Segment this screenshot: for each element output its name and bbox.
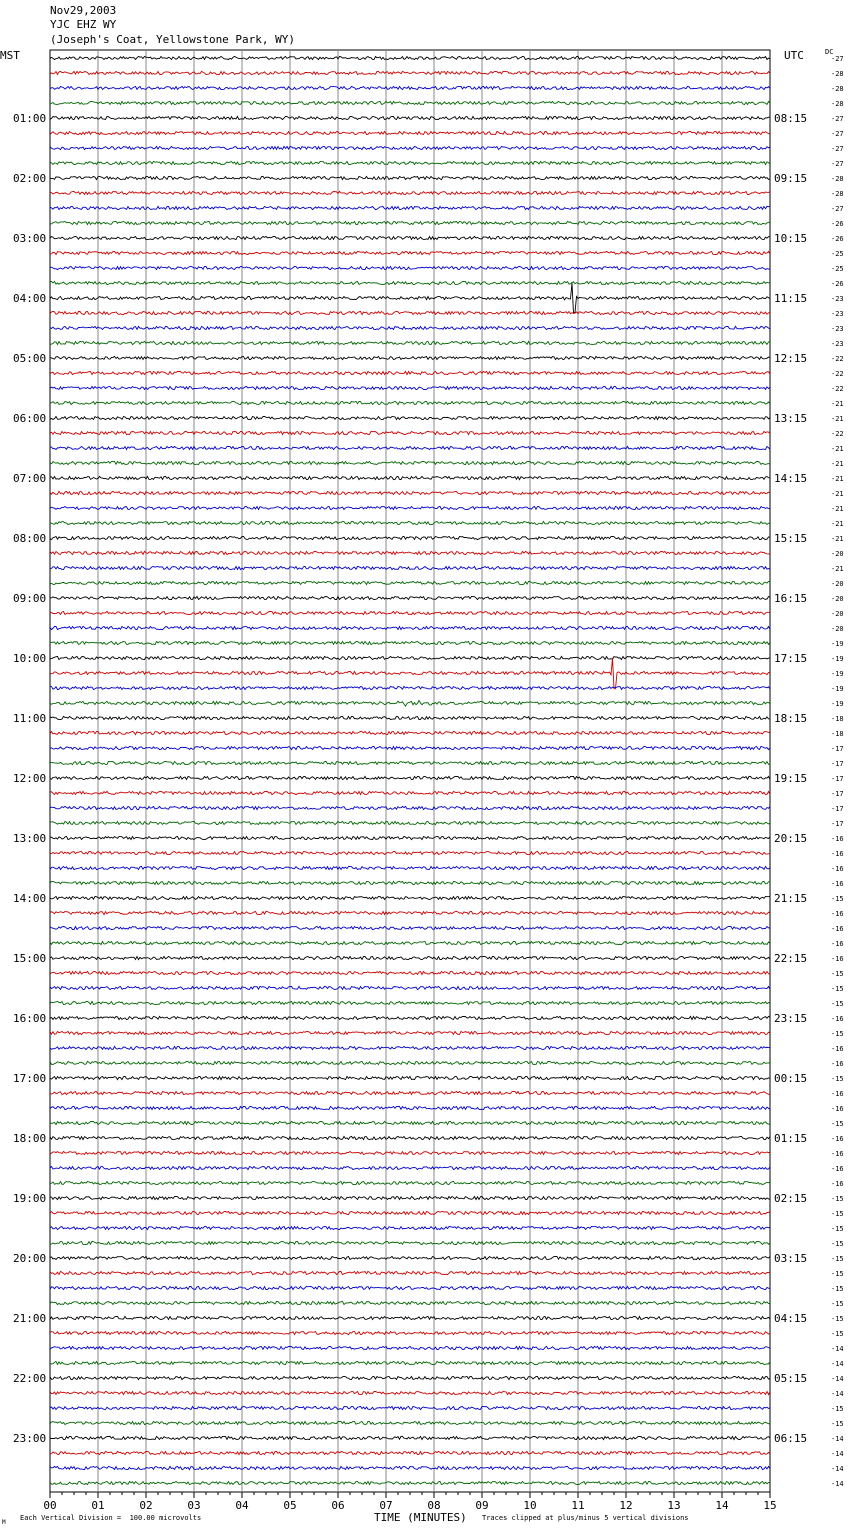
dc-offset-label: -22 [831, 430, 844, 438]
dc-offset-label: -15 [831, 1315, 844, 1323]
left-hour-label: 20:00 [13, 1252, 47, 1265]
dc-offset-label: -18 [831, 715, 844, 723]
trace-row [50, 1151, 770, 1154]
corner-mark: M [2, 1519, 6, 1526]
left-hour-label: 17:00 [13, 1072, 47, 1085]
dc-offset-label: -16 [831, 925, 844, 933]
left-hour-label: 03:00 [13, 232, 47, 245]
trace-row [50, 1256, 770, 1259]
x-tick-label: 11 [571, 1499, 585, 1512]
dc-offset-label: -16 [831, 910, 844, 918]
right-hour-label: 00:15 [774, 1072, 808, 1085]
x-tick-label: 14 [715, 1499, 729, 1512]
dc-offset-label: -15 [831, 1225, 844, 1233]
right-hour-label: 04:15 [774, 1312, 808, 1325]
trace-row [50, 431, 770, 434]
right-hour-label: 13:15 [774, 412, 808, 425]
right-hour-label: 06:15 [774, 1432, 808, 1445]
right-timezone-label: UTC [784, 49, 804, 62]
dc-offset-label: -16 [831, 865, 844, 873]
left-hour-label: 21:00 [13, 1312, 47, 1325]
dc-offset-label: -15 [831, 1210, 844, 1218]
dc-offset-label: -23 [831, 340, 844, 348]
x-tick-label: 00 [43, 1499, 57, 1512]
trace-row [50, 1361, 770, 1364]
dc-offset-label: -17 [831, 790, 844, 798]
trace-row [50, 1181, 770, 1184]
left-hour-label: 18:00 [13, 1132, 47, 1145]
right-hour-label: 08:15 [774, 112, 808, 125]
dc-offset-label: -17 [831, 805, 844, 813]
dc-offset-label: -27 [831, 55, 844, 63]
station-code: YJC EHZ WY [50, 18, 117, 31]
dc-offset-label: -25 [831, 265, 844, 273]
trace-row [50, 266, 770, 269]
trace-row [50, 1286, 770, 1289]
trace-row [50, 821, 770, 824]
trace-row [50, 1136, 770, 1139]
trace-row [50, 101, 770, 104]
x-axis-label: TIME (MINUTES) [374, 1511, 467, 1524]
trace-row [50, 161, 770, 164]
trace-row [50, 700, 770, 706]
dc-offset-label: -27 [831, 205, 844, 213]
trace-row [50, 71, 770, 74]
dc-offset-label: -26 [831, 280, 844, 288]
trace-row [50, 896, 770, 899]
dc-offset-label: -15 [831, 1405, 844, 1413]
left-hour-label: 11:00 [13, 712, 47, 725]
trace-row [50, 1031, 770, 1034]
trace-row [50, 1406, 770, 1409]
left-hour-label: 06:00 [13, 412, 47, 425]
dc-offset-label: -19 [831, 655, 844, 663]
dc-offset-label: -15 [831, 970, 844, 978]
right-hour-label: 05:15 [774, 1372, 808, 1385]
dc-offset-label: -26 [831, 220, 844, 228]
station-date: Nov29,2003 [50, 4, 117, 17]
dc-offset-label: -15 [831, 1075, 844, 1083]
trace-row [50, 971, 770, 974]
left-hour-label: 08:00 [13, 532, 47, 545]
left-hour-label: 19:00 [13, 1192, 47, 1205]
dc-offset-label: -17 [831, 820, 844, 828]
x-tick-label: 07 [379, 1499, 393, 1512]
dc-offset-label: -14 [831, 1390, 844, 1398]
dc-offset-label: -16 [831, 1015, 844, 1023]
dc-offset-label: -19 [831, 640, 844, 648]
dc-offset-label: -20 [831, 625, 844, 633]
trace-row [50, 1046, 770, 1049]
x-tick-label: 01 [91, 1499, 105, 1512]
x-tick-label: 09 [475, 1499, 489, 1512]
dc-offset-label: -16 [831, 1180, 844, 1188]
x-tick-label: 15 [763, 1499, 777, 1512]
dc-offset-label: -14 [831, 1375, 844, 1383]
dc-offset-label: -15 [831, 1255, 844, 1263]
trace-row [50, 191, 770, 194]
x-tick-label: 03 [187, 1499, 201, 1512]
right-hour-label: 11:15 [774, 292, 808, 305]
x-tick-label: 04 [235, 1499, 249, 1512]
right-hour-label: 10:15 [774, 232, 808, 245]
trace-row [50, 1121, 770, 1124]
trace-row [50, 1226, 770, 1229]
trace-row [50, 356, 770, 359]
dc-offset-label: -22 [831, 385, 844, 393]
dc-offset-label: -15 [831, 985, 844, 993]
x-tick-label: 06 [331, 1499, 345, 1512]
dc-offset-label: -21 [831, 490, 844, 498]
dc-offset-label: -16 [831, 1105, 844, 1113]
left-hour-label: 15:00 [13, 952, 47, 965]
dc-offset-label: -15 [831, 1120, 844, 1128]
dc-offset-label: -21 [831, 445, 844, 453]
dc-offset-label: -16 [831, 1165, 844, 1173]
trace-row [50, 806, 770, 809]
trace-row [50, 1166, 770, 1169]
dc-offset-label: -23 [831, 310, 844, 318]
dc-offset-label: -14 [831, 1345, 844, 1353]
dc-offset-label: -21 [831, 400, 844, 408]
trace-row [50, 761, 770, 764]
dc-offset-label: -28 [831, 100, 844, 108]
right-hour-label: 15:15 [774, 532, 808, 545]
right-hour-label: 23:15 [774, 1012, 808, 1025]
dc-offset-label: -16 [831, 1060, 844, 1068]
trace-row [50, 86, 770, 89]
dc-offset-label: -16 [831, 940, 844, 948]
x-tick-label: 13 [667, 1499, 681, 1512]
x-tick-label: 12 [619, 1499, 633, 1512]
trace-row [50, 866, 770, 869]
dc-offset-label: -15 [831, 895, 844, 903]
left-hour-label: 04:00 [13, 292, 47, 305]
trace-row [50, 461, 770, 464]
clip-note: Traces clipped at plus/minus 5 vertical divisions [482, 1514, 689, 1522]
dc-offset-label: -21 [831, 415, 844, 423]
dc-offset-label: -21 [831, 520, 844, 528]
trace-row [50, 116, 770, 119]
trace-row [50, 1451, 770, 1454]
left-hour-label: 13:00 [13, 832, 47, 845]
trace-row [50, 1346, 770, 1349]
trace-row [50, 656, 770, 659]
trace-row [50, 206, 770, 209]
left-hour-label: 01:00 [13, 112, 47, 125]
dc-offset-label: -15 [831, 1030, 844, 1038]
dc-offset-label: -15 [831, 1285, 844, 1293]
left-hour-label: 05:00 [13, 352, 47, 365]
dc-offset-label: -14 [831, 1450, 844, 1458]
dc-offset-label: -16 [831, 1090, 844, 1098]
right-hour-label: 17:15 [774, 652, 808, 665]
trace-row [50, 641, 770, 644]
trace-row [50, 1481, 770, 1484]
trace-row [50, 506, 770, 509]
trace-row [50, 956, 770, 959]
dc-offset-label: -16 [831, 1045, 844, 1053]
left-hour-label: 02:00 [13, 172, 47, 185]
dc-offset-label: -16 [831, 835, 844, 843]
dc-offset-label: -23 [831, 295, 844, 303]
trace-row [50, 941, 770, 944]
trace-row [50, 176, 770, 179]
dc-offset-label: -16 [831, 850, 844, 858]
trace-row [50, 1016, 770, 1019]
trace-row [50, 716, 770, 719]
dc-offset-label: -27 [831, 130, 844, 138]
trace-row [50, 551, 770, 554]
trace-row [50, 1241, 770, 1244]
trace-row [50, 446, 770, 449]
dc-offset-label: -15 [831, 1420, 844, 1428]
trace-row [50, 1331, 770, 1334]
dc-offset-header: DC [825, 48, 834, 56]
dc-offset-label: -28 [831, 175, 844, 183]
trace-row [50, 596, 770, 599]
dc-offset-label: -22 [831, 355, 844, 363]
dc-offset-label: -14 [831, 1465, 844, 1473]
dc-offset-label: -20 [831, 550, 844, 558]
dc-offset-label: -17 [831, 760, 844, 768]
station-location: (Joseph's Coat, Yellowstone Park, WY) [50, 33, 296, 46]
x-tick-label: 02 [139, 1499, 153, 1512]
trace-row [50, 536, 770, 539]
dc-offset-label: -22 [831, 370, 844, 378]
trace-row [50, 1106, 770, 1109]
trace-row [50, 221, 770, 224]
left-hour-label: 09:00 [13, 592, 47, 605]
trace-row [50, 1436, 770, 1439]
right-hour-label: 01:15 [774, 1132, 808, 1145]
dc-offset-label: -27 [831, 160, 844, 168]
dc-offset-label: -16 [831, 1150, 844, 1158]
trace-row [50, 521, 770, 524]
dc-offset-label: -17 [831, 775, 844, 783]
trace-row [50, 1421, 770, 1424]
trace-row [50, 1466, 770, 1469]
x-tick-label: 08 [427, 1499, 441, 1512]
trace-row [50, 1076, 770, 1079]
dc-offset-label: -19 [831, 685, 844, 693]
right-hour-label: 12:15 [774, 352, 808, 365]
trace-row [50, 281, 770, 284]
trace-row [50, 566, 770, 569]
dc-offset-label: -20 [831, 580, 844, 588]
trace-row [50, 311, 770, 314]
trace-row [50, 776, 770, 779]
x-tick-label: 10 [523, 1499, 537, 1512]
right-hour-label: 03:15 [774, 1252, 808, 1265]
dc-offset-label: -15 [831, 1195, 844, 1203]
dc-offset-label: -19 [831, 700, 844, 708]
trace-row [50, 1376, 770, 1379]
trace-row [50, 581, 770, 584]
left-hour-label: 14:00 [13, 892, 47, 905]
dc-offset-label: -14 [831, 1435, 844, 1443]
right-hour-label: 02:15 [774, 1192, 808, 1205]
dc-offset-label: -19 [831, 670, 844, 678]
scale-note: Each Vertical Division = 100.00 microvolts [20, 1514, 202, 1522]
trace-row [50, 658, 770, 689]
dc-offset-label: -21 [831, 475, 844, 483]
left-hour-label: 12:00 [13, 772, 47, 785]
left-hour-label: 23:00 [13, 1432, 47, 1445]
trace-row [50, 746, 770, 749]
time-axis [43, 1492, 776, 1512]
left-hour-label: 16:00 [13, 1012, 47, 1025]
trace-row [50, 283, 770, 313]
right-hour-label: 14:15 [774, 472, 808, 485]
trace-row [50, 926, 770, 929]
dc-offset-label: -17 [831, 745, 844, 753]
trace-row [50, 401, 770, 404]
dc-offset-label: -15 [831, 1000, 844, 1008]
trace-row [50, 1391, 770, 1394]
seismic-traces [50, 56, 770, 1484]
trace-row [50, 881, 770, 884]
trace-row [50, 371, 770, 374]
dc-offset-label: -27 [831, 115, 844, 123]
trace-row [50, 1271, 770, 1274]
trace-row [50, 1091, 770, 1094]
trace-row [50, 236, 770, 239]
dc-offset-label: -27 [831, 145, 844, 153]
dc-offset-label: -16 [831, 880, 844, 888]
dc-offset-label: -18 [831, 730, 844, 738]
trace-row [50, 686, 770, 689]
dc-offset-label: -15 [831, 1270, 844, 1278]
trace-row [50, 326, 770, 329]
dc-offset-label: -28 [831, 190, 844, 198]
right-hour-label: 20:15 [774, 832, 808, 845]
left-timezone-label: MST [0, 49, 20, 62]
dc-offset-label: -28 [831, 85, 844, 93]
trace-row [50, 1316, 770, 1319]
trace-row [50, 416, 770, 419]
trace-row [50, 836, 770, 839]
trace-row [50, 626, 770, 629]
trace-row [50, 476, 770, 479]
trace-row [50, 791, 770, 794]
dc-offset-label: -15 [831, 1300, 844, 1308]
right-hour-label: 22:15 [774, 952, 808, 965]
left-hour-label: 22:00 [13, 1372, 47, 1385]
trace-row [50, 251, 770, 254]
dc-offset-label: -21 [831, 460, 844, 468]
dc-offset-label: -14 [831, 1360, 844, 1368]
dc-offset-label: -21 [831, 535, 844, 543]
dc-offset-label: -15 [831, 1240, 844, 1248]
right-hour-label: 16:15 [774, 592, 808, 605]
trace-row [50, 731, 770, 734]
trace-row [50, 611, 770, 614]
dc-offset-label: -20 [831, 610, 844, 618]
trace-row [50, 131, 770, 134]
trace-row [50, 851, 770, 854]
right-hour-label: 19:15 [774, 772, 808, 785]
dc-offset-label: -16 [831, 1135, 844, 1143]
trace-row [50, 1196, 770, 1199]
dc-offset-label: -23 [831, 325, 844, 333]
trace-row [50, 1061, 770, 1064]
right-hour-label: 09:15 [774, 172, 808, 185]
dc-offset-label: -25 [831, 250, 844, 258]
trace-row [50, 1301, 770, 1304]
trace-row [50, 146, 770, 149]
trace-row [50, 491, 770, 494]
dc-offset-label: -15 [831, 1330, 844, 1338]
dc-offset-label: -16 [831, 955, 844, 963]
dc-offset-label: -14 [831, 1480, 844, 1488]
dc-offset-label: -21 [831, 565, 844, 573]
dc-offset-label: -26 [831, 235, 844, 243]
trace-row [50, 341, 770, 344]
trace-row [50, 1001, 770, 1004]
trace-row [50, 911, 770, 914]
dc-offset-label: -28 [831, 70, 844, 78]
trace-row [50, 386, 770, 389]
dc-offset-label: -21 [831, 505, 844, 513]
right-hour-label: 21:15 [774, 892, 808, 905]
trace-row [50, 1211, 770, 1214]
left-hour-label: 10:00 [13, 652, 47, 665]
trace-row [50, 56, 770, 59]
right-hour-label: 18:15 [774, 712, 808, 725]
trace-row [50, 986, 770, 989]
dc-offset-label: -20 [831, 595, 844, 603]
x-tick-label: 05 [283, 1499, 297, 1512]
left-hour-label: 07:00 [13, 472, 47, 485]
